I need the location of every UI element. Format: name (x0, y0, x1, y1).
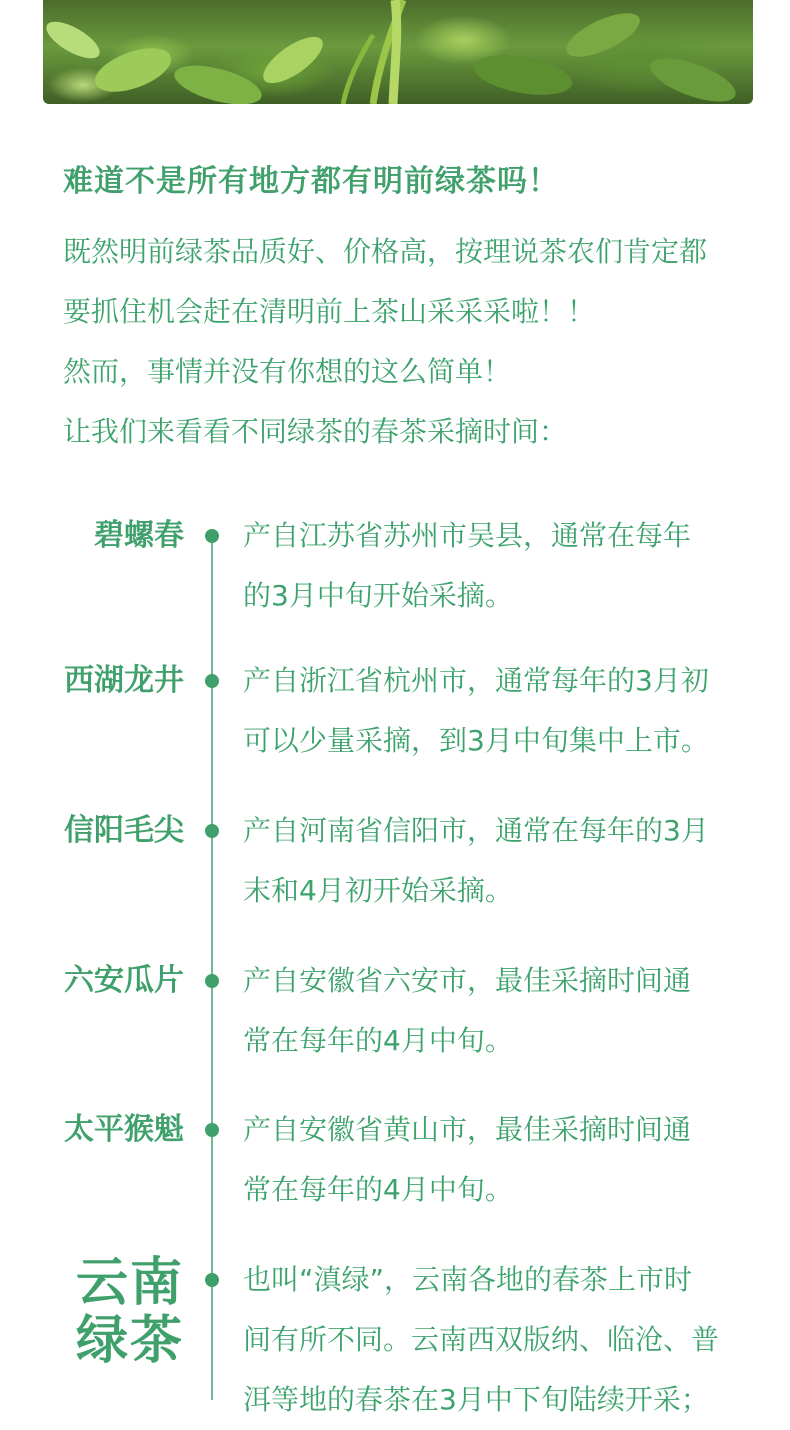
tea-description: 也叫“滇绿”，云南各地的春茶上市时 间有所不同。云南西双版纳、临沧、普 洱等地的春茶在3月中下旬陆续开采； (243, 1263, 720, 1416)
tea-name: 信阳毛尖 (64, 813, 184, 848)
intro-paragraph (63, 222, 753, 462)
tea-name: 碧螺春 (94, 518, 184, 553)
tea-description: 产自安徽省黄山市，最佳采摘时间通 常在每年的4月中旬。 (243, 1113, 692, 1206)
timeline-dot (205, 529, 219, 543)
timeline-line (211, 531, 213, 1400)
timeline-dot (205, 1273, 219, 1287)
tea-description: 产自浙江省杭州市，通常每年的3月初 可以少量采摘，到3月中旬集中上市。 (243, 664, 709, 757)
tea-name: 云南 绿茶 (75, 1253, 184, 1371)
tea-description: 产自江苏省苏州市吴县，通常在每年 的3月中旬开始采摘。 (243, 519, 692, 612)
tea-name: 六安瓜片 (64, 963, 184, 998)
timeline-dot (205, 824, 219, 838)
intro-line: 既然明前绿茶品质好、价格高，按理说茶农们肯定都 (63, 235, 708, 268)
intro-line: 要抓住机会赶在清明前上茶山采采采啦！！ (63, 295, 596, 328)
timeline-dot (205, 1123, 219, 1137)
intro-line: 然而，事情并没有你想的这么简单！ (63, 355, 512, 388)
tea-name: 太平猴魁 (64, 1112, 184, 1147)
intro-line: 让我们来看看不同绿茶的春茶采摘时间： (63, 415, 568, 448)
tea-description: 产自河南省信阳市，通常在每年的3月 末和4月初开始采摘。 (243, 814, 709, 907)
tea-description: 产自安徽省六安市，最佳采摘时间通 常在每年的4月中旬。 (243, 964, 692, 1057)
section-heading: 难道不是所有地方都有明前绿茶吗！ (63, 164, 559, 199)
tea-name: 西湖龙井 (64, 663, 184, 698)
tea-plant-photo (43, 0, 753, 104)
timeline-dot (205, 674, 219, 688)
timeline-dot (205, 974, 219, 988)
